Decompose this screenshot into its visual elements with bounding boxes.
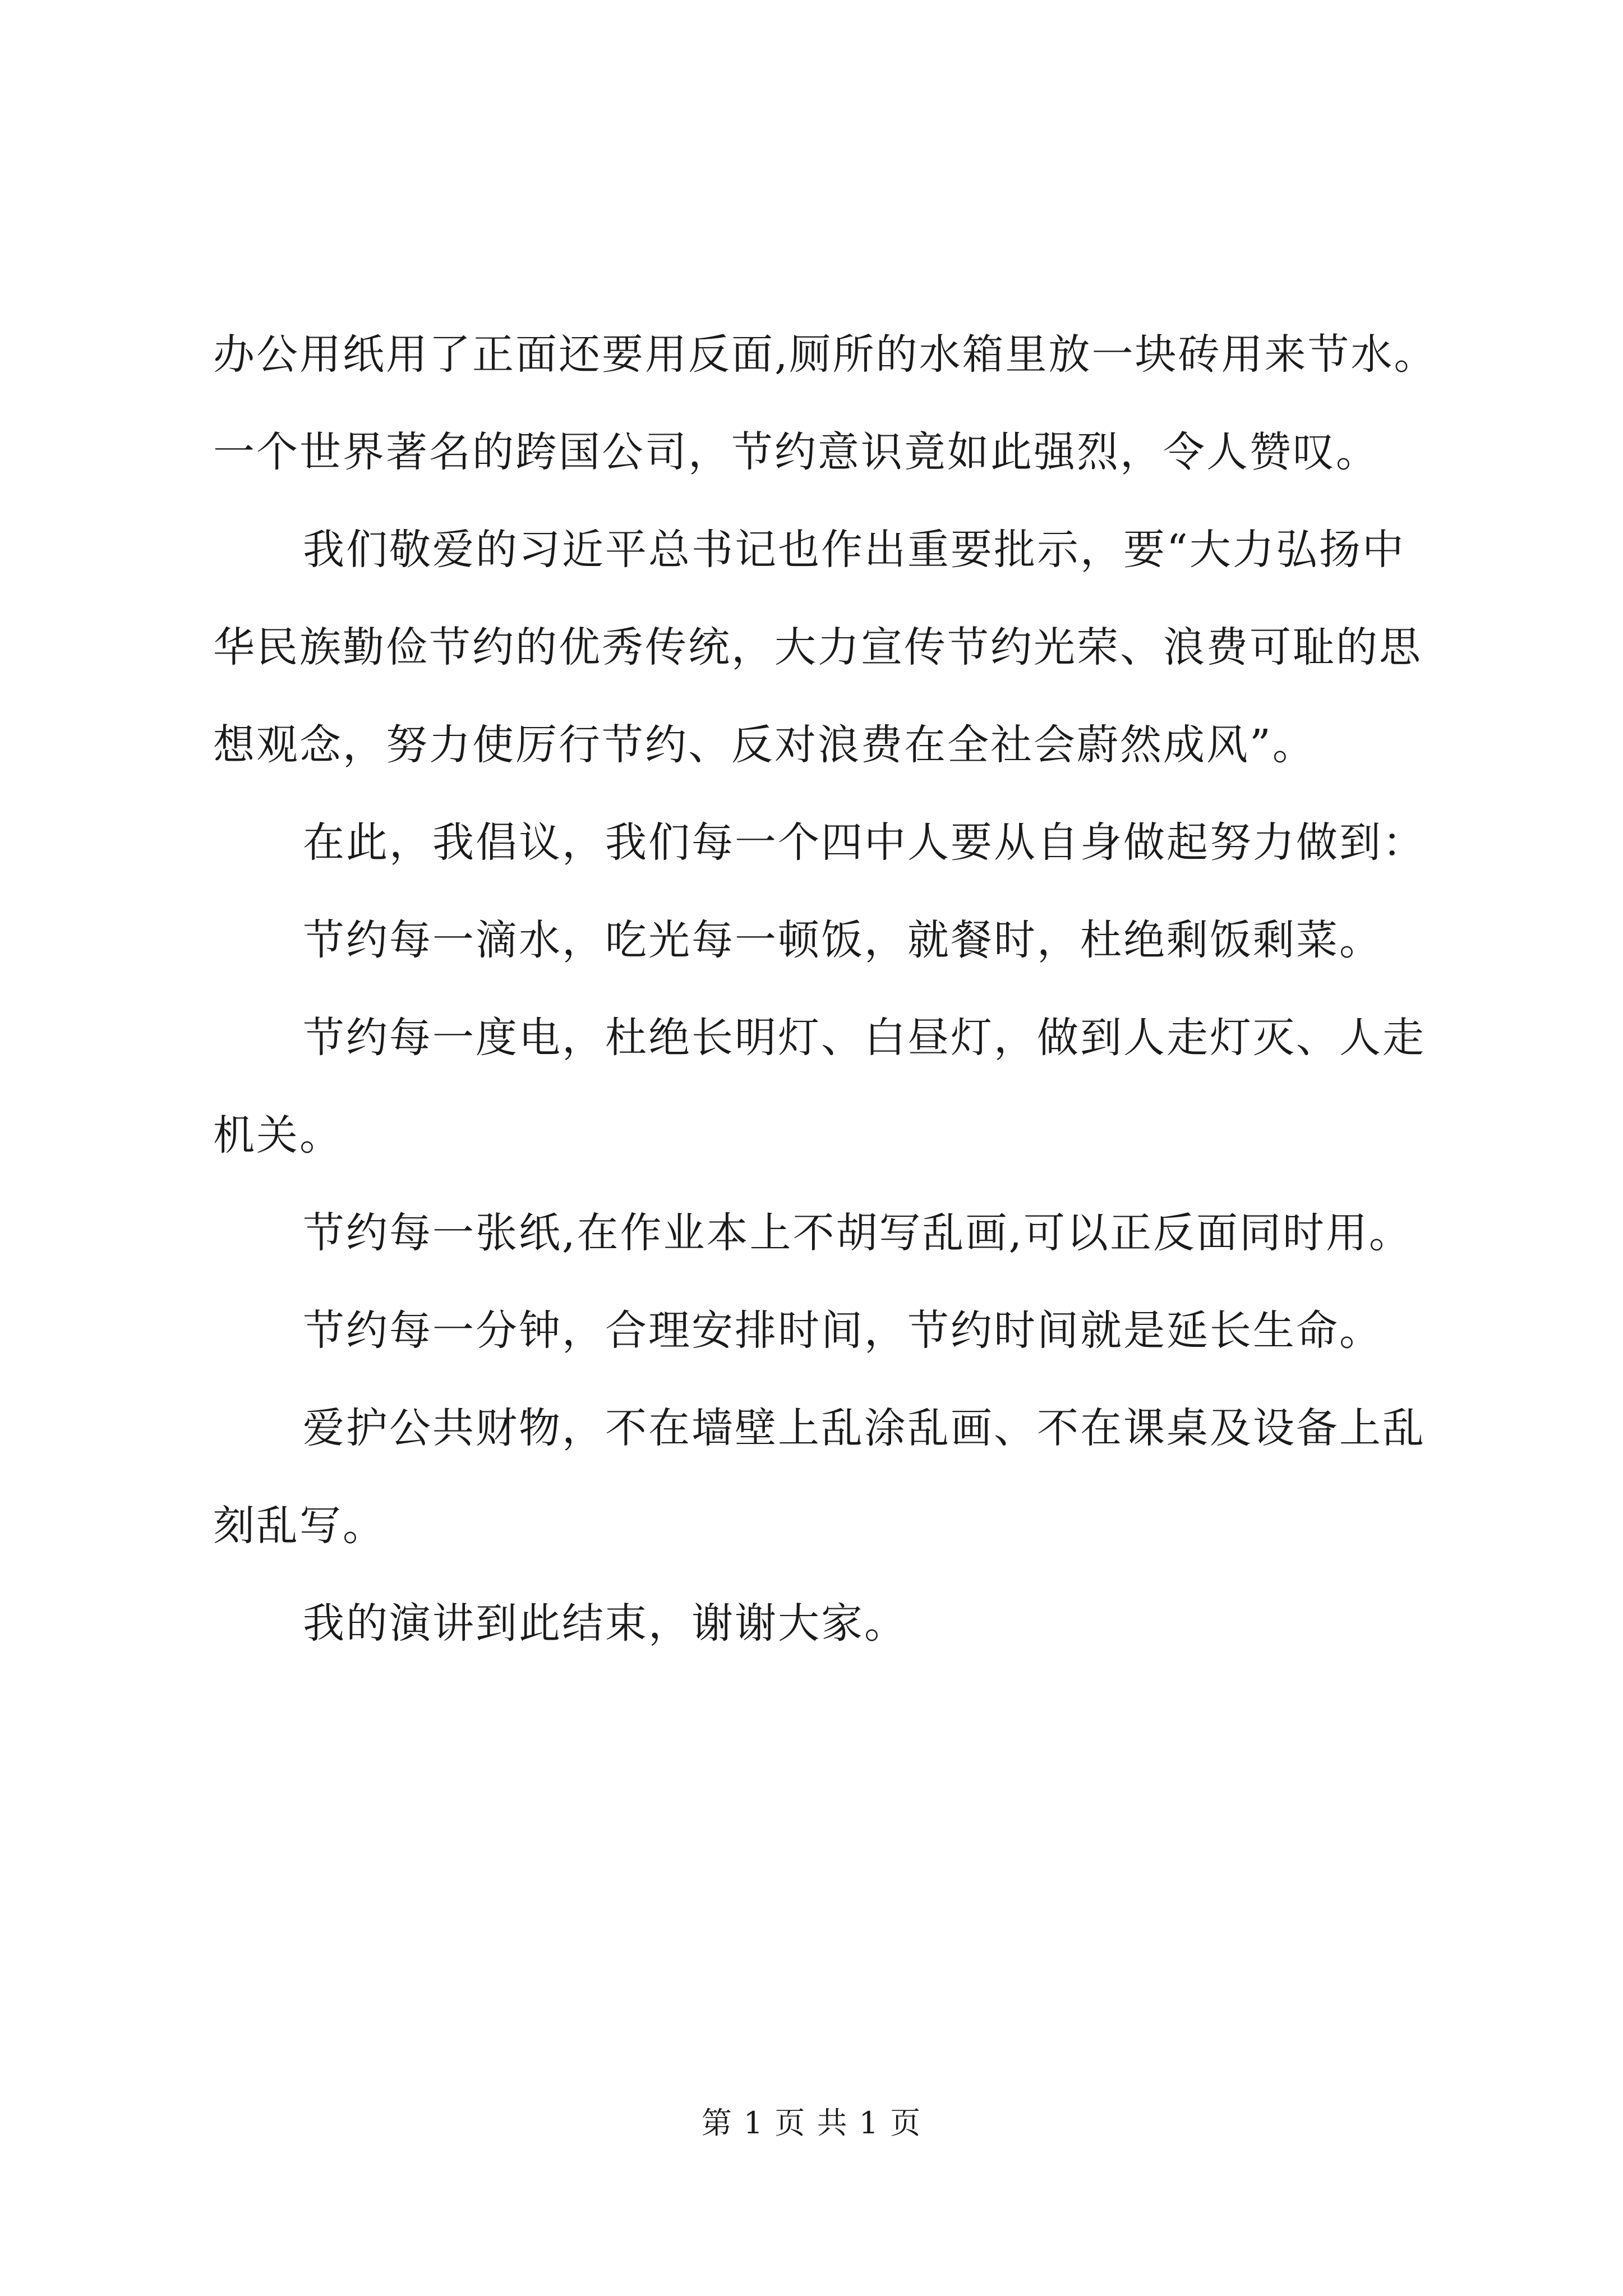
body-line: 节约每一度电，杜绝长明灯、白昼灯，做到人走灯灭、人走 <box>303 1014 1426 1062</box>
document-body <box>213 306 1437 1672</box>
body-line: 我们敬爱的习近平总书记也作出重要批示，要“大力弘扬中 <box>303 526 1405 574</box>
body-line: 节约每一张纸,在作业本上不胡写乱画,可以正反面同时用。 <box>303 1209 1413 1257</box>
body-line: 我的演讲到此结束，谢谢大家。 <box>303 1599 907 1648</box>
body-line: 机关。 <box>213 1111 343 1159</box>
page-number-footer: 第 1 页 共 1 页 <box>701 2105 922 2141</box>
body-line: 节约每一滴水，吃光每一顿饭，就餐时，杜绝剩饭剩菜。 <box>303 916 1382 964</box>
body-line: 节约每一分钟，合理安排时间，节约时间就是延长生命。 <box>303 1306 1382 1355</box>
body-line: 在此，我倡议，我们每一个四中人要从自身做起努力做到： <box>303 818 1426 867</box>
body-line: 办公用纸用了正面还要用反面,厕所的水箱里放一块砖用来节水。 <box>213 330 1437 379</box>
body-line: 华民族勤俭节约的优秀传统，大力宣传节约光荣、浪费可耻的思 <box>213 623 1422 671</box>
body-line: 想观念，努力使厉行节约、反对浪费在全社会蔚然成风”。 <box>213 721 1316 769</box>
body-line: 刻乱写。 <box>213 1502 386 1550</box>
body-line: 爱护公共财物，不在墙壁上乱涂乱画、不在课桌及设备上乱 <box>303 1404 1426 1452</box>
body-line: 一个世界著名的跨国公司，节约意识竟如此强烈，令人赞叹。 <box>213 428 1379 476</box>
